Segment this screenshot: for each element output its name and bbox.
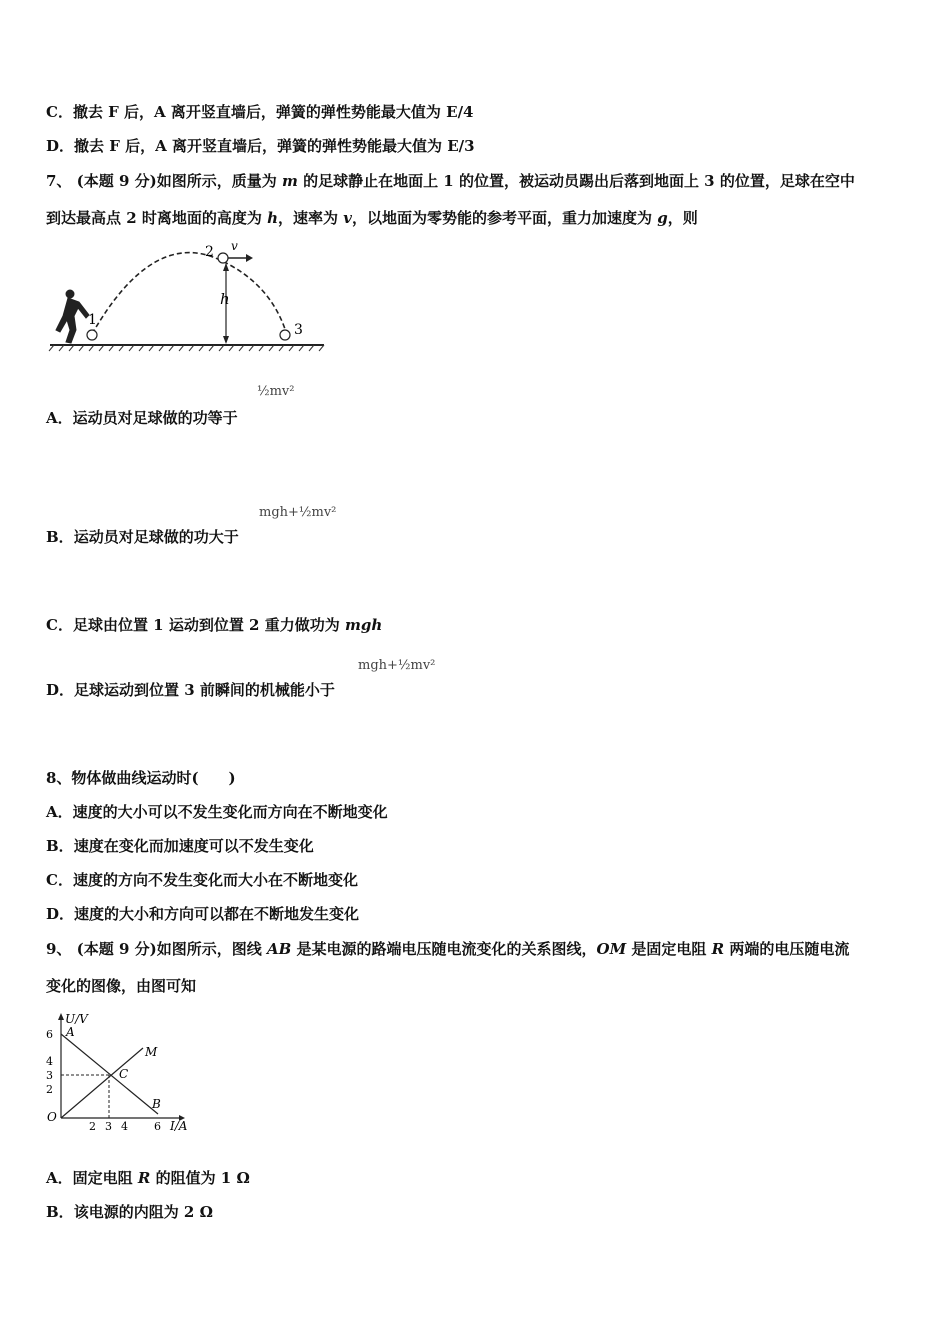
q7-option-a	[46, 408, 238, 428]
height-arrow-bottom	[223, 336, 229, 344]
label-v: v	[231, 239, 238, 253]
y-tick-3: 3	[46, 1069, 53, 1082]
math-R: R	[711, 940, 725, 958]
option-label: D．	[46, 681, 75, 699]
point-B-label: B	[152, 1097, 161, 1111]
q7-trajectory-figure	[48, 238, 328, 353]
q6-option-c	[46, 102, 473, 122]
math-g: g	[657, 209, 668, 227]
option-label: A．	[46, 803, 73, 821]
stem-text: 到达最高点 2 时离地面的高度为	[46, 209, 268, 227]
q7-option-b-formula	[259, 505, 336, 520]
q8-option-d	[46, 904, 359, 924]
q8-option-c	[46, 870, 358, 890]
q9-ui-graph	[44, 1008, 194, 1136]
y-tick-4: 4	[46, 1055, 53, 1068]
option-text: 该电源的内阻为 2 Ω	[73, 1203, 213, 1221]
label-3: 3	[294, 322, 303, 338]
formula-text: mgh+½mv²	[358, 658, 436, 673]
stem-text: 两端的电压随电流	[724, 940, 850, 958]
y-axis-label: U/V	[65, 1012, 88, 1026]
option-label: A．	[46, 1169, 73, 1187]
x-tick-3: 3	[105, 1120, 112, 1133]
option-label: C．	[46, 103, 73, 121]
option-label: C．	[46, 871, 73, 889]
q7-option-d	[46, 680, 335, 700]
label-1: 1	[88, 312, 97, 328]
ball-position-1	[87, 330, 97, 340]
stem-text: 8、物体做曲线运动时( )	[46, 769, 236, 787]
option-text: 的阻值为 1 Ω	[150, 1169, 250, 1187]
math-mgh: mgh	[344, 616, 383, 634]
option-text: 运动员对足球做的功大于	[73, 528, 239, 546]
q7-stem-line2	[46, 208, 698, 228]
option-text: 速度的大小可以不发生变化而方向在不断地变化	[72, 803, 388, 821]
option-label: B．	[46, 528, 74, 546]
option-text: 速度的方向不发生变化而大小在不断地变化	[72, 871, 358, 889]
q7-option-c	[46, 615, 382, 635]
point-C-label: C	[119, 1067, 129, 1081]
option-label: A．	[46, 409, 73, 427]
point-A-label: A	[66, 1025, 75, 1039]
option-text: 固定电阻	[72, 1169, 138, 1187]
ball-position-3	[280, 330, 290, 340]
q7-option-b	[46, 527, 239, 547]
q8-stem	[46, 768, 236, 788]
player-icon	[56, 290, 89, 343]
math-OM: OM	[596, 940, 627, 958]
q8-option-b	[46, 836, 314, 856]
ball-position-2	[218, 253, 228, 263]
option-text: 速度的大小和方向可以都在不断地发生变化	[74, 905, 360, 923]
x-tick-6: 6	[154, 1120, 161, 1133]
q7-stem-line1	[46, 171, 855, 191]
option-text: 速度在变化而加速度可以不发生变化	[73, 837, 314, 855]
y-tick-2: 2	[46, 1083, 53, 1096]
q9-option-a	[46, 1168, 250, 1188]
line-OM	[61, 1048, 143, 1118]
label-h: h	[220, 290, 230, 308]
stem-text: 是某电源的路端电压随电流变化的关系图线，	[291, 940, 597, 958]
q7-option-a-formula	[257, 384, 294, 399]
option-label: D．	[46, 137, 75, 155]
x-tick-4: 4	[121, 1120, 128, 1133]
stem-text: ，速率为	[278, 209, 344, 227]
q8-option-a	[46, 802, 388, 822]
option-text: 足球运动到位置 3 前瞬间的机械能小于	[74, 681, 335, 699]
stem-text: 7、 (本题 9 分)如图所示，质量为	[46, 172, 282, 190]
math-R: R	[137, 1169, 151, 1187]
stem-text: 9、 (本题 9 分)如图所示，图线	[46, 940, 267, 958]
stem-text: ，则	[667, 209, 698, 227]
q7-option-d-formula	[358, 658, 435, 673]
trajectory-curve	[92, 253, 286, 334]
stem-text: 是固定电阻	[626, 940, 712, 958]
math-v: v	[343, 209, 352, 227]
option-label: B．	[46, 1203, 74, 1221]
x-axis-label: I/A	[170, 1119, 188, 1133]
option-label: D．	[46, 905, 75, 923]
option-label: B．	[46, 837, 74, 855]
velocity-arrowhead	[246, 254, 253, 262]
point-M-label: M	[145, 1045, 158, 1059]
label-2: 2	[205, 244, 214, 260]
y-axis-arrow	[58, 1013, 64, 1020]
q6-option-d	[46, 136, 475, 156]
option-text: 撤去 F 后，A 离开竖直墙后，弹簧的弹性势能最大值为 E/3	[74, 137, 475, 155]
y-tick-6: 6	[46, 1028, 53, 1041]
option-text: 撤去 F 后，A 离开竖直墙后，弹簧的弹性势能最大值为 E/4	[72, 103, 474, 121]
stem-text: ，以地面为零势能的参考平面，重力加速度为	[351, 209, 658, 227]
stem-text: 变化的图像，由图可知	[46, 977, 197, 995]
q9-stem-line2	[46, 976, 196, 996]
option-text: 运动员对足球做的功等于	[72, 409, 238, 427]
height-arrow-top	[223, 263, 229, 271]
math-AB: AB	[266, 940, 292, 958]
option-text: 足球由位置 1 运动到位置 2 重力做功为	[72, 616, 345, 634]
stem-text: 的足球静止在地面上 1 的位置，被运动员踢出后落到地面上 3 的位置，足球在空中	[297, 172, 855, 190]
formula-text: mgh+½mv²	[259, 505, 337, 520]
math-m: m	[281, 172, 298, 190]
math-h: h	[267, 209, 279, 227]
x-tick-2: 2	[89, 1120, 96, 1133]
q9-option-b	[46, 1202, 213, 1222]
q9-stem-line1	[46, 939, 849, 959]
formula-text: ½mv²	[257, 384, 295, 399]
origin-label: O	[47, 1110, 57, 1124]
option-label: C．	[46, 616, 73, 634]
